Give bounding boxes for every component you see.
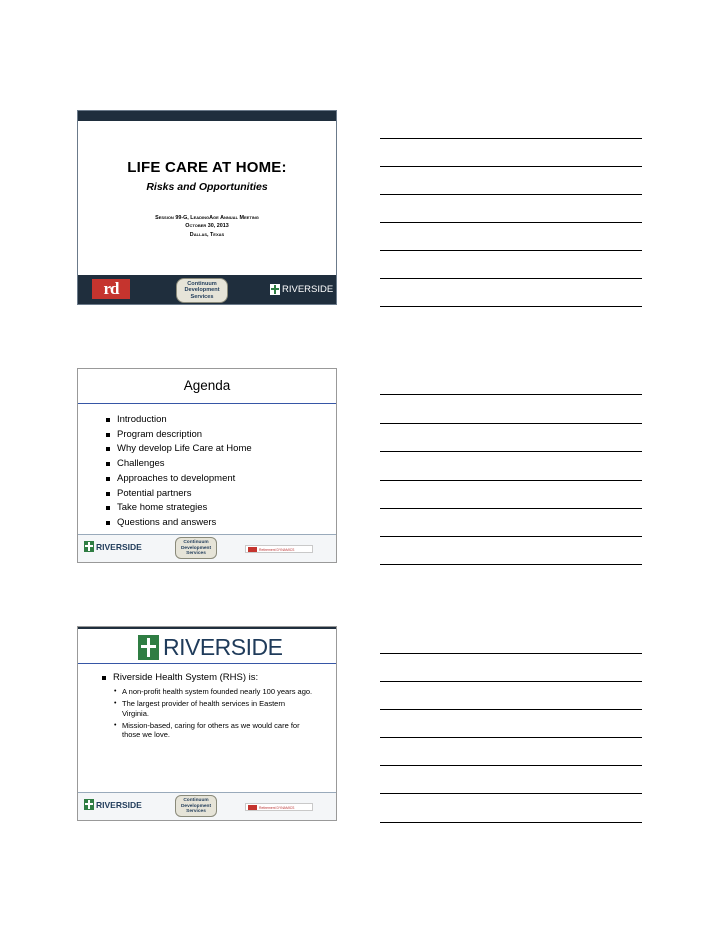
- note-line: [380, 423, 642, 424]
- retirement-dynamics-logo: Retirement DYNAMICS: [245, 545, 313, 553]
- slide-2: [77, 368, 337, 563]
- note-line: [380, 250, 642, 251]
- sub-bullet-list: [114, 687, 314, 742]
- agenda-list: [106, 413, 252, 531]
- riverside-cross-icon: [270, 284, 280, 295]
- slide-title: LIFE CARE AT HOME:: [127, 159, 287, 176]
- riverside-logo: [84, 799, 142, 810]
- riverside-cross-icon: [84, 541, 94, 552]
- note-line: [380, 737, 642, 738]
- riverside-header-text: RIVERSIDE: [163, 634, 283, 660]
- slide-top-bar: [78, 627, 336, 629]
- slide-footer-bar: [78, 275, 336, 305]
- note-line: [380, 564, 642, 565]
- riverside-cross-icon: [138, 635, 159, 660]
- cds-logo: Continuum Development Services: [175, 795, 217, 817]
- riverside-logo-text: RIVERSIDE: [96, 799, 142, 810]
- list-item: • Mission-based, caring for others as we would care for those we love.: [114, 721, 314, 740]
- main-bullet: Riverside Health System (RHS) is:: [102, 672, 258, 683]
- agenda-title: Agenda: [78, 369, 336, 404]
- slide-footer: [78, 534, 336, 562]
- riverside-header-logo: [138, 634, 282, 661]
- note-line: [380, 194, 642, 195]
- retirement-dynamics-logo: Retirement DYNAMICS: [245, 803, 313, 811]
- session-location: Dallas, Texas: [189, 232, 225, 238]
- note-line: [380, 653, 642, 654]
- riverside-logo-text: RIVERSIDE: [96, 541, 142, 552]
- note-line: [380, 278, 642, 279]
- note-line: [380, 709, 642, 710]
- note-line: [380, 765, 642, 766]
- riverside-logo: [270, 284, 333, 295]
- list-item: Introduction: [106, 413, 252, 428]
- note-line: [380, 306, 642, 307]
- slide-top-bar: [78, 111, 336, 121]
- slide-3: [77, 626, 337, 821]
- note-line: [380, 451, 642, 452]
- note-line: [380, 681, 642, 682]
- slide-subtitle: Risks and Opportunities: [146, 181, 268, 193]
- session-info: Session 99-G, LeadingAge Annual Meeting: [155, 215, 259, 221]
- list-item: Why develop Life Care at Home: [106, 442, 252, 457]
- riverside-cross-icon: [84, 799, 94, 810]
- cds-logo: Continuum Development Services: [176, 278, 228, 303]
- note-line: [380, 822, 642, 823]
- list-item: Potential partners: [106, 487, 252, 502]
- slide-1: [77, 110, 337, 305]
- cds-logo: Continuum Development Services: [175, 537, 217, 559]
- note-line: [380, 166, 642, 167]
- header-divider: [78, 663, 336, 664]
- list-item: • The largest provider of health services in Eastern Virginia.: [114, 699, 314, 718]
- note-line: [380, 138, 642, 139]
- list-item: Approaches to development: [106, 472, 252, 487]
- riverside-logo-text: RIVERSIDE: [282, 284, 334, 295]
- note-line: [380, 394, 642, 395]
- note-line: [380, 508, 642, 509]
- note-line: [380, 480, 642, 481]
- list-item: • A non-profit health system founded nearly 100 years ago.: [114, 687, 314, 697]
- note-line: [380, 222, 642, 223]
- session-date: October 30, 2013: [185, 223, 229, 229]
- note-line: [380, 793, 642, 794]
- riverside-logo: [84, 541, 142, 552]
- list-item: Program description: [106, 428, 252, 443]
- slide-footer: [78, 792, 336, 820]
- note-line: [380, 536, 642, 537]
- rd-logo: rd: [92, 279, 130, 299]
- list-item: Challenges: [106, 457, 252, 472]
- list-item: Take home strategies: [106, 501, 252, 516]
- list-item: Questions and answers: [106, 516, 252, 531]
